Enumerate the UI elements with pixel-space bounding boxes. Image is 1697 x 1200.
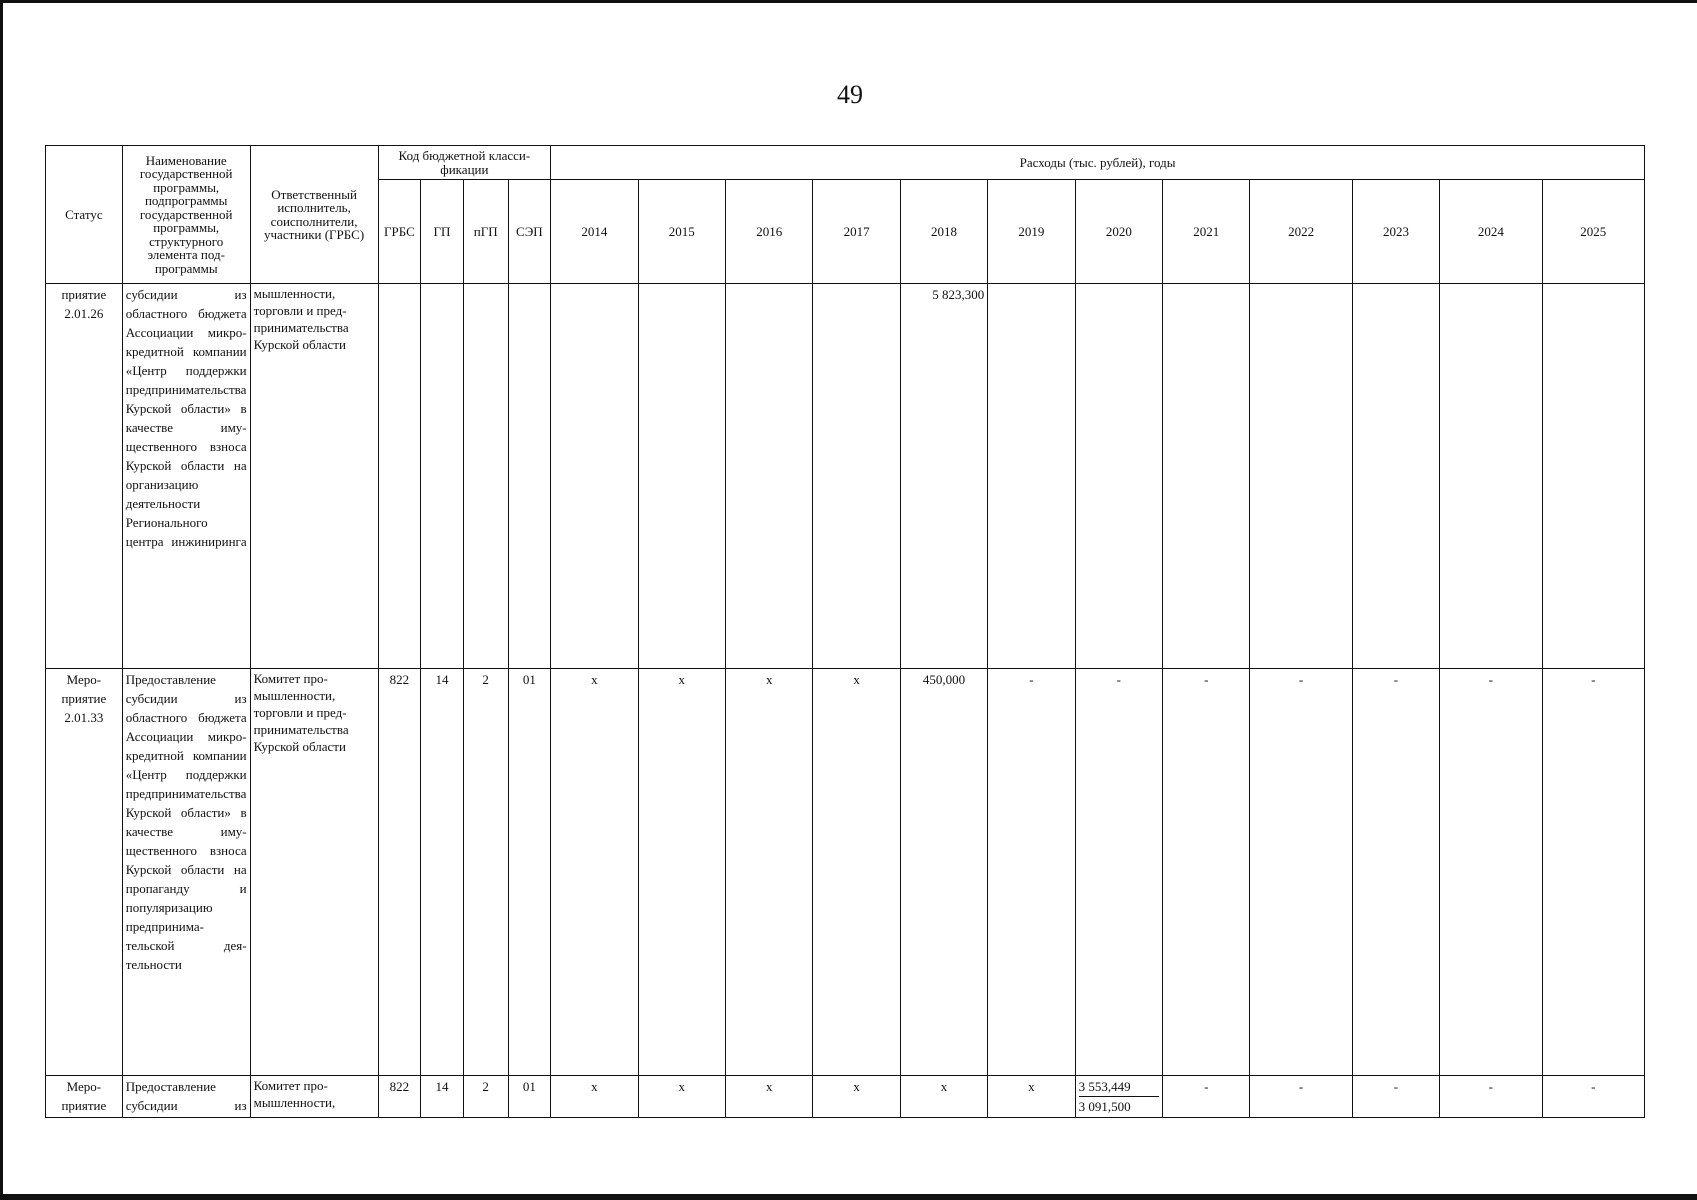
row-value-2020: - [1075,668,1162,1075]
row-value-2022: - [1250,668,1352,1075]
row-value-2019: - [988,668,1075,1075]
row-code-grbs: 822 [378,1075,421,1117]
page-border-top [0,0,1697,3]
row-value-2016 [726,284,813,669]
row-value-2020 [1075,284,1162,669]
row-value-2024: - [1440,1075,1542,1117]
header-year-2023: 2023 [1352,180,1439,284]
row-value-2015: х [638,668,725,1075]
header-executor: Ответственный исполнитель, соисполнители, участники (ГРБС) [250,146,378,284]
row-status: Мероприятие 2.01.33 [46,668,123,1075]
header-expenses: Расходы (тыс. рублей), годы [551,146,1645,180]
row-name: Предоставление субсидии из областного бюджета Ассоциации микрокредитной компании «Центр поддержки предпринимательства Курской области» в качестве имущественного взноса Курской области на пропаганду и популяризацию предпринимательской деятельности [122,668,250,1075]
header-year-2025: 2025 [1542,180,1645,284]
row-value-2019: х [988,1075,1075,1117]
row-value-2020 [1075,1075,1162,1117]
row-value-2025: - [1542,668,1645,1075]
row-value-2017: х [813,668,900,1075]
header-code-grbs: ГРБС [378,180,421,284]
row-value-2020-bottom: 3 091,500 [1078,1098,1131,1114]
row-value-2023: - [1352,668,1439,1075]
row-value-2016: х [726,1075,813,1117]
header-status: Статус [46,146,123,284]
row-value-2015: х [638,1075,725,1117]
header-code-sep: СЭП [508,180,551,284]
row-value-2014 [551,284,638,669]
row-code-gp [421,284,464,669]
row-code-sep: 01 [508,1075,551,1117]
header-year-2024: 2024 [1440,180,1542,284]
row-code-pgp: 2 [463,668,508,1075]
row-value-2025: - [1542,1075,1645,1117]
row-executor: Комитет промышленности, торговли и предпринимательства Курской области [250,668,378,1075]
row-executor: мышленности, торговли и предпринимательства Курской области [250,284,378,669]
budget-table [45,145,1645,1118]
row-status: приятие 2.01.26 [46,284,123,669]
page-border-bottom [0,1194,1697,1200]
row-value-2020-top: 3 553,449 [1079,1077,1159,1097]
row-value-2024: - [1440,668,1542,1075]
header-name: Наименование государственной программы, подпрограммы государственной программы, структурного элемента подпрограммы [122,146,250,284]
row-value-2018: 450,000 [900,668,987,1075]
header-year-2016: 2016 [726,180,813,284]
header-code-gp: ГП [421,180,464,284]
table-row [46,1075,1645,1117]
header-year-2022: 2022 [1250,180,1352,284]
page-border-left [0,0,3,1200]
row-value-2017 [813,284,900,669]
row-status: Мероприятие [46,1075,123,1117]
header-year-2015: 2015 [638,180,725,284]
row-value-2016: х [726,668,813,1075]
row-value-2023: - [1352,1075,1439,1117]
row-value-2023 [1352,284,1439,669]
header-budget-code: Код бюджетной классификации [378,146,551,180]
header-year-2020: 2020 [1075,180,1162,284]
row-value-2021: - [1163,1075,1250,1117]
header-year-2018: 2018 [900,180,987,284]
header-year-2017: 2017 [813,180,900,284]
row-code-sep [508,284,551,669]
row-value-2018: х [900,1075,987,1117]
row-code-gp: 14 [421,1075,464,1117]
header-code-pgp: пГП [463,180,508,284]
page-number: 49 [837,80,863,109]
row-code-grbs [378,284,421,669]
row-value-2024 [1440,284,1542,669]
row-value-2017: х [813,1075,900,1117]
row-value-2022 [1250,284,1352,669]
row-code-sep: 01 [508,668,551,1075]
row-code-grbs: 822 [378,668,421,1075]
table-row [46,668,1645,1075]
header-year-2014: 2014 [551,180,638,284]
row-value-2015 [638,284,725,669]
row-value-2025 [1542,284,1645,669]
header-year-2021: 2021 [1163,180,1250,284]
row-name: субсидии из областного бюджета Ассоциации микрокредитной компании «Центр поддержки предпринимательства Курской области» в качестве имущественного взноса Курской области на организацию деятельности Регионального центра инжиниринга [122,284,250,669]
table-row [46,284,1645,669]
row-name: Предоставление субсидии из [122,1075,250,1117]
row-code-pgp: 2 [463,1075,508,1117]
row-value-2019 [988,284,1075,669]
row-value-2014: х [551,1075,638,1117]
row-value-2018: 5 823,300 [900,284,987,669]
row-code-gp: 14 [421,668,464,1075]
header-year-2019: 2019 [988,180,1075,284]
row-executor: Комитет промышленности, [250,1075,378,1117]
row-value-2014: х [551,668,638,1075]
row-value-2021: - [1163,668,1250,1075]
row-code-pgp [463,284,508,669]
row-value-2021 [1163,284,1250,669]
row-value-2022: - [1250,1075,1352,1117]
